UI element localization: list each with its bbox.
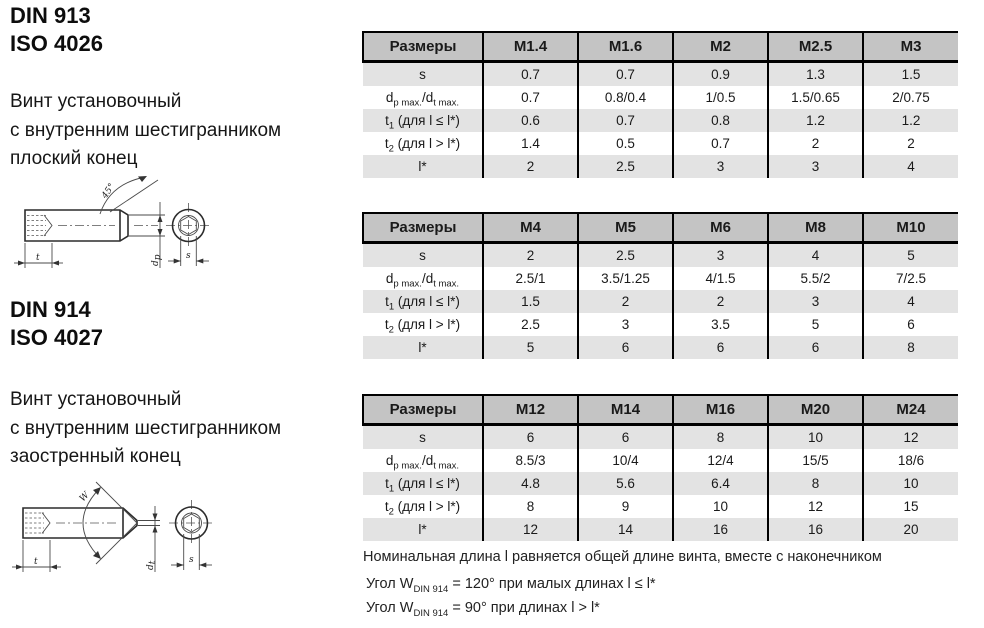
description-line: заостренный конец <box>10 446 181 467</box>
cone-angle-label: W <box>77 490 92 505</box>
column-header-sizes: Размеры <box>363 213 483 243</box>
table-header-row <box>363 213 958 243</box>
table-cell: 6 <box>483 425 578 450</box>
table-cell: 2 <box>483 155 578 178</box>
table-cell: 9 <box>578 495 673 518</box>
dimension-t <box>12 540 61 572</box>
hex-socket-hidden-lines <box>25 513 50 534</box>
table-cell: 0.7 <box>578 109 673 132</box>
table-cell: 0.7 <box>578 62 673 87</box>
table-cell: 12/4 <box>673 449 768 472</box>
dimension-dt <box>138 506 160 572</box>
table-cell: 3 <box>768 290 863 313</box>
description-line: Винт установочный <box>10 91 182 112</box>
table-cell: 16 <box>673 518 768 541</box>
table-cell: 2.5 <box>483 313 578 336</box>
table-cell: 4/1.5 <box>673 267 768 290</box>
table-cell: 6 <box>578 336 673 359</box>
table-cell: 7/2.5 <box>863 267 958 290</box>
table-cell: 15 <box>863 495 958 518</box>
table-cell: 8.5/3 <box>483 449 578 472</box>
screw-end-view <box>169 500 214 570</box>
description-line: с внутренним шестигранником <box>10 417 282 439</box>
table-cell: 2.5 <box>578 155 673 178</box>
table-cell: 4.8 <box>483 472 578 495</box>
table-row <box>363 472 958 495</box>
footnote-angle-90: Угол $W_{DIN 914} = 90^\circ$ при длинах l > l* <box>366 600 600 619</box>
table-row <box>363 132 958 155</box>
table-row <box>363 518 958 541</box>
row-label: $t_2$ (для l > l*) <box>384 136 461 155</box>
table-cell: 3.5 <box>673 313 768 336</box>
dimension-dp <box>129 202 165 268</box>
row-label: l* <box>418 522 427 537</box>
table-cell: 3 <box>578 313 673 336</box>
table-cell: 3 <box>673 243 768 268</box>
footnote-nominal-length: Номинальная длина l равняется общей длине винта, вместе с наконечником <box>363 549 882 565</box>
table-cell: 2.5/1 <box>483 267 578 290</box>
standard-din: DIN 914 <box>10 297 91 322</box>
table-cell: 8 <box>483 495 578 518</box>
table-cell: 10 <box>863 472 958 495</box>
column-header-size: M8 <box>768 213 863 243</box>
screw-end-view <box>166 203 211 266</box>
table-cell: 1/0.5 <box>673 86 768 109</box>
table-cell: 6.4 <box>673 472 768 495</box>
table-cell: 20 <box>863 518 958 541</box>
row-label: $t_2$ (для l > l*) <box>384 499 461 518</box>
row-label: $t_1$ (для l ≤ l*) <box>385 113 460 132</box>
table-cell: 16 <box>768 518 863 541</box>
column-header-size: M14 <box>578 395 673 425</box>
table-row <box>363 425 958 450</box>
table-cell: 1.2 <box>768 109 863 132</box>
table-cell: 0.6 <box>483 109 578 132</box>
table-cell: 6 <box>768 336 863 359</box>
column-header-size: M2 <box>673 32 768 62</box>
description-line: Винт установочный <box>10 389 182 410</box>
table-cell: 2 <box>863 132 958 155</box>
table-cell: 10 <box>673 495 768 518</box>
column-header-size: M10 <box>863 213 958 243</box>
table-cell: 1.2 <box>863 109 958 132</box>
column-header-size: M12 <box>483 395 578 425</box>
dimension-s-label: s <box>189 555 194 565</box>
row-label: s <box>419 67 426 82</box>
dimension-s-label: s <box>186 251 191 261</box>
standard-din: DIN 913 <box>10 3 91 28</box>
column-header-size: M5 <box>578 213 673 243</box>
table-cell: 3 <box>673 155 768 178</box>
table-cell: 2 <box>768 132 863 155</box>
standard-iso: ISO 4027 <box>10 325 103 350</box>
column-header-size: M4 <box>483 213 578 243</box>
chamfer-angle-label: 45° <box>100 181 118 201</box>
table-cell: 1.5 <box>483 290 578 313</box>
table-cell: 14 <box>578 518 673 541</box>
table-cell: 6 <box>863 313 958 336</box>
row-label: $d_{p max.}/d_{t max.}$ <box>385 453 460 472</box>
row-label: s <box>419 430 426 445</box>
product-description-din913 <box>10 88 281 174</box>
chamfer-angle-callout <box>100 176 158 214</box>
table-header-row <box>363 32 958 62</box>
dimensions-table-m12-m24 <box>362 394 958 541</box>
row-label: s <box>419 248 426 263</box>
column-header-size: M3 <box>863 32 958 62</box>
table-cell: 2 <box>673 290 768 313</box>
table-cell: 2 <box>578 290 673 313</box>
product-description-din914 <box>10 386 281 472</box>
table-cell: 3 <box>768 155 863 178</box>
row-label: $d_{p max.}/d_{t max.}$ <box>385 271 460 290</box>
standards-heading-din914 <box>10 296 103 352</box>
dimension-t <box>14 243 63 268</box>
table-cell: 5 <box>483 336 578 359</box>
table-cell: 2 <box>483 243 578 268</box>
description-line: плоский конец <box>10 148 138 169</box>
table-cell: 18/6 <box>863 449 958 472</box>
footnote-angle-120: Угол $W_{DIN 914} = 120^\circ$ при малых длинах l ≤ l* <box>366 576 656 595</box>
table-cell: 0.9 <box>673 62 768 87</box>
table-cell: 8 <box>863 336 958 359</box>
table-cell: 2/0.75 <box>863 86 958 109</box>
table-cell: 12 <box>863 425 958 450</box>
dimension-t-label: t <box>36 253 40 263</box>
table-row <box>363 86 958 109</box>
table-cell: 0.5 <box>578 132 673 155</box>
standards-heading-din913 <box>10 2 103 58</box>
table-cell: 6 <box>673 336 768 359</box>
column-header-sizes: Размеры <box>363 32 483 62</box>
table-cell: 5 <box>768 313 863 336</box>
table-cell: 0.8/0.4 <box>578 86 673 109</box>
column-header-size: M1.6 <box>578 32 673 62</box>
table-cell: 8 <box>673 425 768 450</box>
table-cell: 8 <box>768 472 863 495</box>
table-row <box>363 495 958 518</box>
table-cell: 4 <box>768 243 863 268</box>
row-label: $d_{p max.}/d_{t max.}$ <box>385 90 460 109</box>
table-cell: 1.5/0.65 <box>768 86 863 109</box>
table-row <box>363 449 958 472</box>
table-cell: 0.7 <box>483 62 578 87</box>
table-cell: 0.7 <box>673 132 768 155</box>
table-cell: 10/4 <box>578 449 673 472</box>
table-cell: 1.5 <box>863 62 958 87</box>
table-cell: 0.7 <box>483 86 578 109</box>
column-header-size: M6 <box>673 213 768 243</box>
table-row <box>363 336 958 359</box>
table-cell: 1.3 <box>768 62 863 87</box>
row-label: $t_1$ (для l ≤ l*) <box>385 294 460 313</box>
table-row <box>363 109 958 132</box>
column-header-sizes: Размеры <box>363 395 483 425</box>
table-cell: 5.6 <box>578 472 673 495</box>
hex-socket-hidden-lines <box>27 215 52 236</box>
table-cell: 15/5 <box>768 449 863 472</box>
table-row <box>363 290 958 313</box>
column-header-size: M20 <box>768 395 863 425</box>
technical-drawing-flat-point <box>10 166 225 278</box>
table-row <box>363 155 958 178</box>
table-row <box>363 243 958 268</box>
dimensions-table-m4-m10 <box>362 212 958 359</box>
screw-side-view <box>23 508 137 538</box>
table-cell: 12 <box>768 495 863 518</box>
column-header-size: M2.5 <box>768 32 863 62</box>
standard-iso: ISO 4026 <box>10 31 103 56</box>
table-row <box>363 267 958 290</box>
table-cell: 3.5/1.25 <box>578 267 673 290</box>
dimension-dp-label: dp <box>151 254 163 266</box>
table-cell: 4 <box>863 155 958 178</box>
dimension-t-label: t <box>34 557 38 567</box>
row-label: l* <box>418 340 427 355</box>
row-label: $t_1$ (для l ≤ l*) <box>385 476 460 495</box>
table-cell: 12 <box>483 518 578 541</box>
table-cell: 4 <box>863 290 958 313</box>
description-line: с внутренним шестигранником <box>10 119 282 141</box>
table-cell: 2.5 <box>578 243 673 268</box>
row-label: l* <box>418 159 427 174</box>
table-cell: 0.8 <box>673 109 768 132</box>
table-header-row <box>363 395 958 425</box>
row-label: $t_2$ (для l > l*) <box>384 317 461 336</box>
technical-drawing-cone-point <box>10 468 225 586</box>
column-header-size: M16 <box>673 395 768 425</box>
column-header-size: M1.4 <box>483 32 578 62</box>
table-cell: 5 <box>863 243 958 268</box>
table-cell: 6 <box>578 425 673 450</box>
dimensions-table-m1_4-m3 <box>362 31 958 178</box>
table-cell: 10 <box>768 425 863 450</box>
table-cell: 1.4 <box>483 132 578 155</box>
table-cell: 5.5/2 <box>768 267 863 290</box>
table-row <box>363 62 958 87</box>
dimension-dt-label: dt <box>146 560 158 570</box>
table-row <box>363 313 958 336</box>
column-header-size: M24 <box>863 395 958 425</box>
